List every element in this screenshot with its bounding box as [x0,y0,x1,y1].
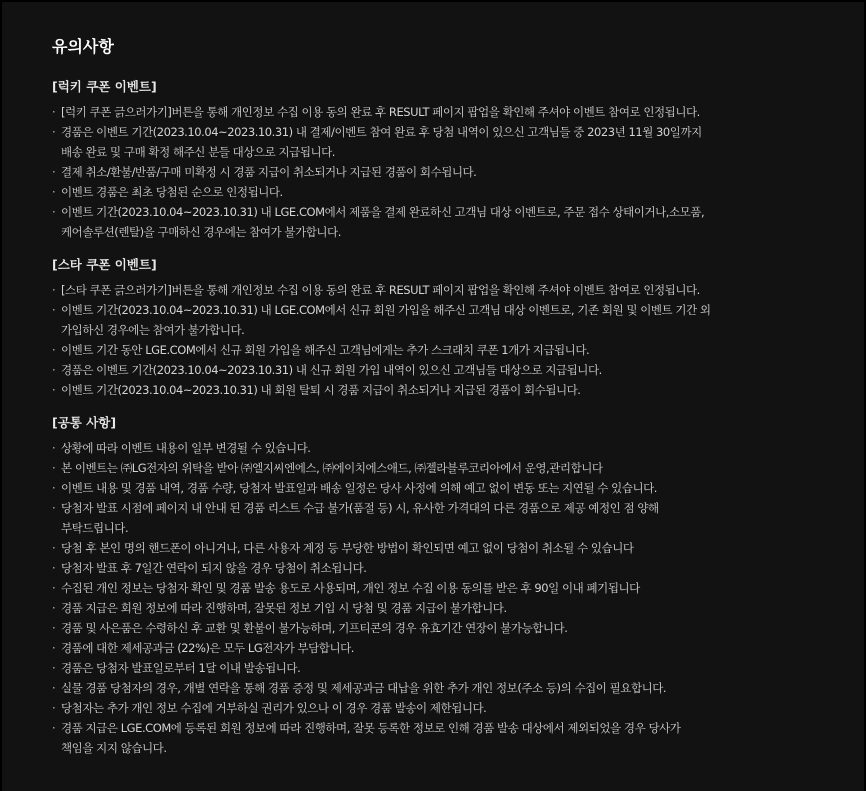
bullet-icon: · [52,205,56,219]
notice-item [52,458,832,478]
notice-item [52,718,832,758]
notice-list [52,102,832,242]
notice-item [52,598,832,618]
bullet-icon: · [52,185,56,199]
notice-item-text: 결제 취소/환불/반품/구매 미확정 시 경품 지급이 취소되거나 지급된 경품이 회수됩니다. [61,165,477,179]
notice-item [52,678,832,698]
notice-item [52,618,832,638]
notice-item [52,340,832,360]
notice-item-text: 실물 경품 당첨자의 경우, 개별 연락을 통해 경품 증정 및 제세공과금 대납을 위한 추가 개인 정보(주소 등)의 수집이 필요합니다. [61,681,667,695]
section-heading: [럭키 쿠폰 이벤트] [52,79,157,94]
notice-item [52,478,832,498]
notice-list [52,438,832,758]
bullet-icon: · [52,461,56,475]
notice-item [52,202,832,242]
bullet-icon: · [52,641,56,655]
notice-item [52,380,832,400]
notice-item-text: 부탁드립니다. [61,521,129,535]
notice-item [52,498,832,538]
notice-item-text: 당첨자 발표 후 7일간 연락이 되지 않을 경우 당첨이 취소됩니다. [61,561,367,575]
notice-item-text: [럭키 쿠폰 긁으러가기]버튼을 통해 개인정보 수집 이용 동의 완료 후 RESULT 페이지 팝업을 확인해 주셔야 이벤트 참여로 인정됩니다. [61,105,700,119]
notice-item [52,538,832,558]
notice-item [52,578,832,598]
bullet-icon: · [52,681,56,695]
bullet-icon: · [52,165,56,179]
notice-content [52,36,832,772]
notice-item-text: 이벤트 내용 및 경품 내역, 경품 수량, 당첨자 발표일과 배송 일정은 당사 사정에 의해 예고 없이 변동 또는 지연될 수 있습니다. [61,481,658,495]
notice-item-text: 당첨 후 본인 명의 핸드폰이 아니거나, 다른 사용자 계정 등 부당한 방법이 확인되면 예고 없이 당첨이 취소될 수 있습니다 [61,541,634,555]
notice-item-text: 경품 지급은 회원 정보에 따라 진행하며, 잘못된 정보 기입 시 당첨 및 경품 지급이 불가합니다. [61,601,507,615]
notice-item-text: 본 이벤트는 ㈜LG전자의 위탁을 받아 ㈜엘지씨엔에스, ㈜에이치에스애드, ㈜젤라블루코리아에서 운영,관리합니다 [61,461,603,475]
section-heading: [스타 쿠폰 이벤트] [52,257,157,272]
bullet-icon: · [52,125,56,139]
bullet-icon: · [52,363,56,377]
notice-item-text: 가입하신 경우에는 참여가 불가합니다. [61,323,245,337]
notice-item-text: 이벤트 경품은 최초 당첨된 순으로 인정됩니다. [61,185,283,199]
bullet-icon: · [52,383,56,397]
notice-list [52,280,832,400]
notice-item-text: 상황에 따라 이벤트 내용이 일부 변경될 수 있습니다. [61,441,311,455]
bullet-icon: · [52,105,56,119]
notice-item-text: 경품은 이벤트 기간(2023.10.04~2023.10.31) 내 결제/이벤트 참여 완료 후 당첨 내역이 있으신 고객님들 중 2023년 11월 30일까지 [61,125,702,139]
page-title: 유의사항 [52,37,114,56]
notice-section [52,256,832,400]
bullet-icon: · [52,343,56,357]
notice-item [52,360,832,380]
notice-item [52,102,832,122]
notice-item-text: 책임을 지지 않습니다. [61,741,167,755]
notice-item-text: 이벤트 기간(2023.10.04~2023.10.31) 내 LGE.COM에서 제품을 결제 완료하신 고객님 대상 이벤트로, 주문 접수 상태이거나,소모품, [61,205,705,219]
notice-item [52,122,832,162]
notice-item [52,658,832,678]
bullet-icon: · [52,441,56,455]
bullet-icon: · [52,283,56,297]
notice-item-text: 배송 완료 및 구매 확정 해주신 분들 대상으로 지급됩니다. [61,145,336,159]
bullet-icon: · [52,621,56,635]
notice-item-text: 케어솔루션(렌탈)을 구매하신 경우에는 참여가 불가합니다. [61,225,341,239]
bullet-icon: · [52,701,56,715]
notice-item [52,162,832,182]
notice-item [52,280,832,300]
bullet-icon: · [52,561,56,575]
notice-item [52,558,832,578]
notice-item-text: 경품은 이벤트 기간(2023.10.04~2023.10.31) 내 신규 회원 가입 내역이 있으신 고객님들 대상으로 지급됩니다. [61,363,602,377]
notice-item-text: 이벤트 기간(2023.10.04~2023.10.31) 내 회원 탈퇴 시 경품 지급이 취소되거나 지급된 경품이 회수됩니다. [61,383,581,397]
notice-item [52,182,832,202]
notice-item-text: 경품 지급은 LGE.COM에 등록된 회원 정보에 따라 진행하며, 잘못 등록한 정보로 인해 경품 발송 대상에서 제외되었을 경우 당사가 [61,721,681,735]
bullet-icon: · [52,721,56,735]
notice-item-text: 수집된 개인 정보는 당첨자 확인 및 경품 발송 용도로 사용되며, 개인 정보 수집 이용 동의를 받은 후 90일 이내 폐기됩니다 [61,581,640,595]
notice-item-text: 이벤트 기간 동안 LGE.COM에서 신규 회원 가입을 해주신 고객님에게는 추가 스크래치 쿠폰 1개가 지급됩니다. [61,343,590,357]
notice-item-text: 이벤트 기간(2023.10.04~2023.10.31) 내 LGE.COM에서 신규 회원 가입을 해주신 고객님 대상 이벤트로, 기존 회원 및 이벤트 기간 외 [61,303,711,317]
notice-item-text: 당첨자 발표 시점에 페이지 내 안내 된 경품 리스트 수급 불가(품절 등) 시, 유사한 가격대의 다른 경품으로 제공 예정인 점 양해 [61,501,659,515]
notice-section [52,78,832,242]
notice-item-text: [스타 쿠폰 긁으러가기]버튼을 통해 개인정보 수집 이용 동의 완료 후 RESULT 페이지 팝업을 확인해 주셔야 이벤트 참여로 인정됩니다. [61,283,700,297]
bullet-icon: · [52,501,56,515]
notice-sections [52,78,832,758]
notice-item-text: 경품에 대한 제세공과금 (22%)은 모두 LG전자가 부담합니다. [61,641,354,655]
notice-item [52,438,832,458]
notice-section [52,414,832,758]
bullet-icon: · [52,581,56,595]
notice-panel [2,2,864,791]
section-heading: [공통 사항] [52,415,117,430]
notice-item [52,300,832,340]
notice-item-text: 경품 및 사은품은 수령하신 후 교환 및 환불이 불가능하며, 기프티콘의 경우 유효기간 연장이 불가능합니다. [61,621,568,635]
bullet-icon: · [52,601,56,615]
notice-item [52,638,832,658]
bullet-icon: · [52,541,56,555]
bullet-icon: · [52,481,56,495]
bullet-icon: · [52,661,56,675]
notice-item-text: 당첨자는 추가 개인 정보 수집에 거부하실 권리가 있으나 이 경우 경품 발송이 제한됩니다. [61,701,487,715]
notice-item-text: 경품은 당첨자 발표일로부터 1달 이내 발송됩니다. [61,661,301,675]
bullet-icon: · [52,303,56,317]
notice-item [52,698,832,718]
